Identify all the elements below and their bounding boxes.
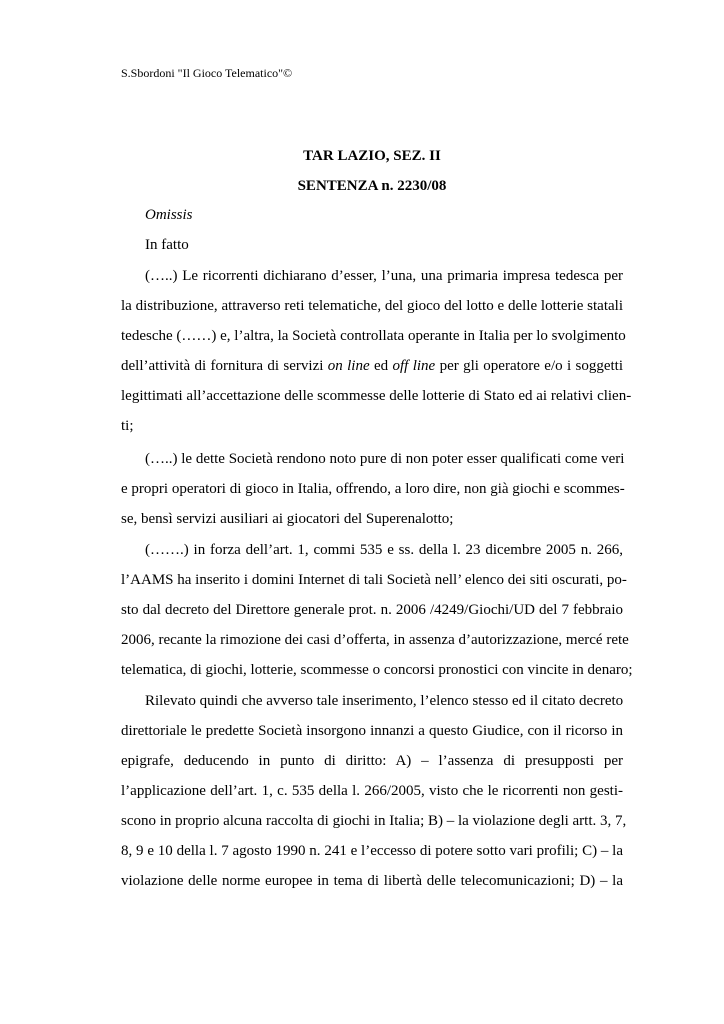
text-line: (…..) le dette Società rendono noto pure di non poter esser qualificati come veri	[145, 451, 625, 467]
text-span: dell’attività di fornitura di servizi	[121, 358, 328, 374]
text-span: ed	[369, 358, 393, 374]
text-line: (…….) in forza dell’art. 1, commi 535 e ss. della l. 23 dicembre 2005 n. 266,	[145, 542, 623, 558]
text-line: tedesche (……) e, l’altra, la Società controllata operante in Italia per lo svolgimento	[121, 328, 626, 344]
text-line: l’applicazione dell’art. 1, c. 535 della l. 266/2005, visto che le ricorrenti non gesti-	[121, 783, 623, 799]
court-title: TAR LAZIO, SEZ. II	[303, 148, 441, 164]
text-line: la distribuzione, attraverso reti telematiche, del gioco del lotto e delle lotterie statali	[121, 298, 623, 314]
text-span: per gli operatore e/o i soggetti	[435, 358, 624, 374]
text-line: 2006, recante la rimozione dei casi d’offerta, in assenza d’autorizzazione, mercé rete	[121, 632, 629, 648]
text-line: legittimati all’accettazione delle scommesse delle lotterie di Stato ed ai relativi clien-	[121, 388, 632, 404]
text-line: se, bensì servizi ausiliari ai giocatori del Superenalotto;	[121, 511, 454, 527]
text-line: sto dal decreto del Direttore generale prot. n. 2006 /4249/Giochi/UD del 7 febbraio	[121, 602, 623, 618]
italic-span: off line	[392, 358, 436, 374]
text-line	[121, 356, 623, 376]
text-line: 8, 9 e 10 della l. 7 agosto 1990 n. 241 e l’eccesso di potere sotto vari profili; C) – la	[121, 843, 623, 859]
text-line: scono in proprio alcuna raccolta di giochi in Italia; B) – la violazione degli artt. 3, 7,	[121, 813, 627, 829]
text-line: l’AAMS ha inserito i domini Internet di tali Società nell’ elenco dei siti oscurati, po-	[121, 572, 627, 588]
text-line: telematica, di giochi, lotterie, scommesse o concorsi pronostici con vincite in denaro;	[121, 662, 633, 678]
text-line: Rilevato quindi che avverso tale inserimento, l’elenco stesso ed il citato decreto	[145, 693, 624, 709]
text-line: (…..) Le ricorrenti dichiarano d’esser, l’una, una primaria impresa tedesca per	[145, 268, 623, 284]
text-line: violazione delle norme europee in tema di libertà delle telecomunicazioni; D) – la	[121, 873, 623, 889]
judgment-number: SENTENZA n. 2230/08	[297, 178, 447, 194]
text-line: ti;	[121, 418, 134, 434]
italic-span: on line	[327, 358, 370, 374]
in-fatto-text: In fatto	[145, 237, 189, 253]
text-line: direttoriale le predette Società insorgono innanzi a questo Giudice, con il ricorso in	[121, 723, 623, 739]
running-header: S.Sbordoni "Il Gioco Telematico"©	[121, 66, 293, 80]
omissis-text: Omissis	[145, 207, 193, 223]
text-line: epigrafe, deducendo in punto di diritto: A) – l’assenza di presupposti per	[121, 753, 623, 769]
text-line: e propri operatori di gioco in Italia, offrendo, a loro dire, non già giochi e scommes-	[121, 481, 625, 497]
